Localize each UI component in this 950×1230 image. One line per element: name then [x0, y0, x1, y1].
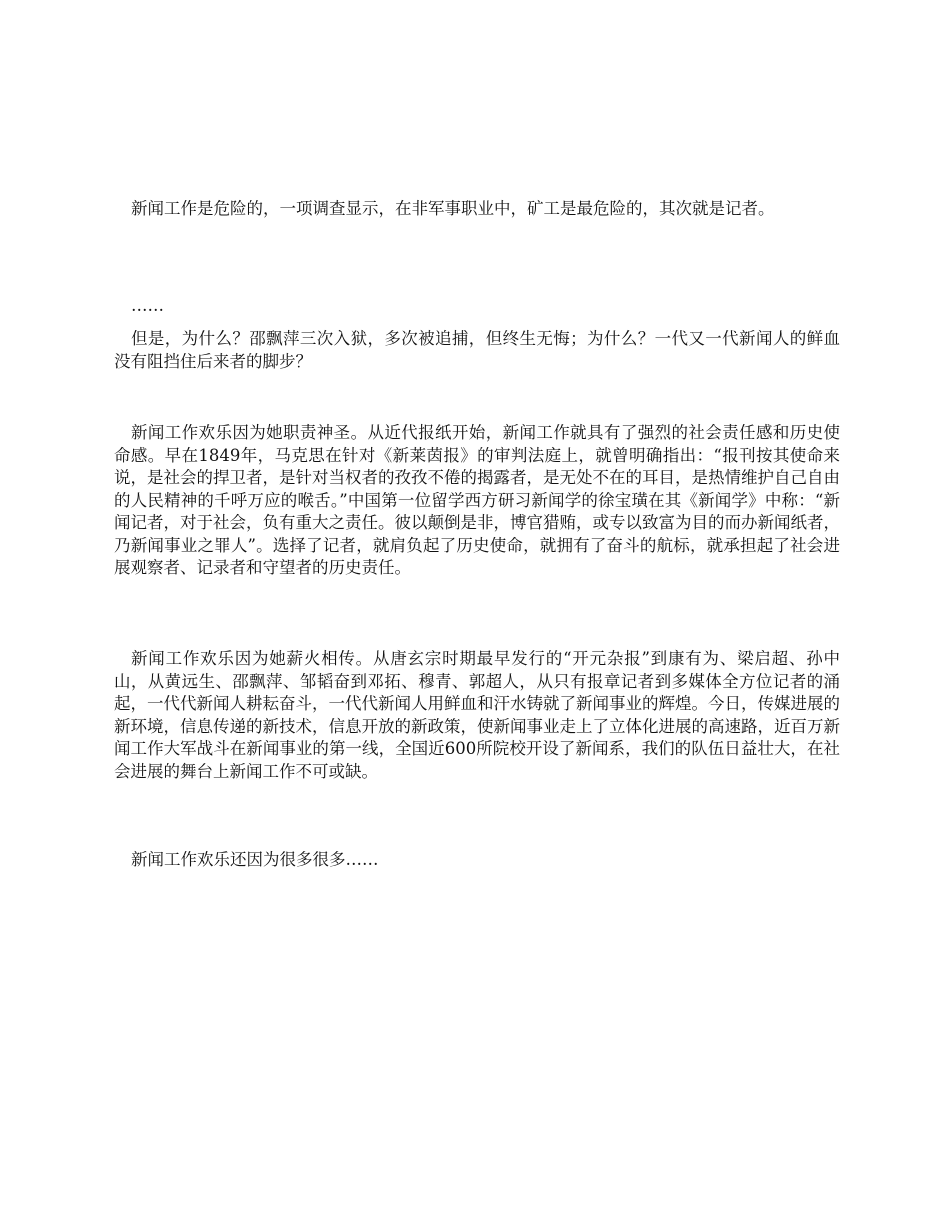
paragraph-closing: 新闻工作欢乐还因为很多很多…… [131, 850, 379, 869]
paragraph-danger-of-journalism: 新闻工作是危险的，一项调查显示，在非军事职业中，矿工是最危险的，其次就是记者。 [131, 199, 775, 218]
paragraph-passing-torch: 新闻工作欢乐因为她薪火相传。从唐玄宗时期最早发行的“开元杂报”到康有为、梁启超、孙中山，从黄远生、邵飘萍、邹韬奋到邓拓、穆青、郭超人，从只有报章记者到多媒体全方位记者的涌起，一代代新闻人耕耘奋斗，一代代新闻人用鲜血和汗水铸就了新闻事业的辉煌。今日，传媒进展的新环境，信息传递的新技术，信息开放的新政策，使新闻事业走上了立体化进展的高速路，近百万新闻工作大军战斗在新闻事业的第一线，全国近600所院校开设了新闻系，我们的队伍日益壮大，在社会进展的舞台上新闻工作不可或缺。 [114, 649, 840, 781]
paragraph-ellipsis: …… [131, 296, 164, 315]
paragraph-sacred-duty: 新闻工作欢乐因为她职责神圣。从近代报纸开始，新闻工作就具有了强烈的社会责任感和历史使命感。早在1849年，马克思在针对《新莱茵报》的审判法庭上，就曾明确指出：“报刊按其使命来说，是社会的捍卫者，是针对当权者的孜孜不倦的揭露者，是无处不在的耳目，是热情维护自己自由的人民精神的千呼万应的喉舌。”中国第一位留学西方研习新闻学的徐宝璜在其《新闻学》中称：“新闻记者，对于社会，负有重大之责任。彼以颠倒是非，博官猎贿，或专以致富为目的而办新闻纸者，乃新闻事业之罪人”。选择了记者，就肩负起了历史使命，就拥有了奋斗的航标，就承担起了社会进展观察者、记录者和守望者的历史责任。 [114, 423, 840, 577]
paragraph-why-question: 但是，为什么？邵飘萍三次入狱，多次被追捕，但终生无悔；为什么？一代又一代新闻人的鲜血没有阻挡住后来者的脚步？ [114, 329, 840, 371]
